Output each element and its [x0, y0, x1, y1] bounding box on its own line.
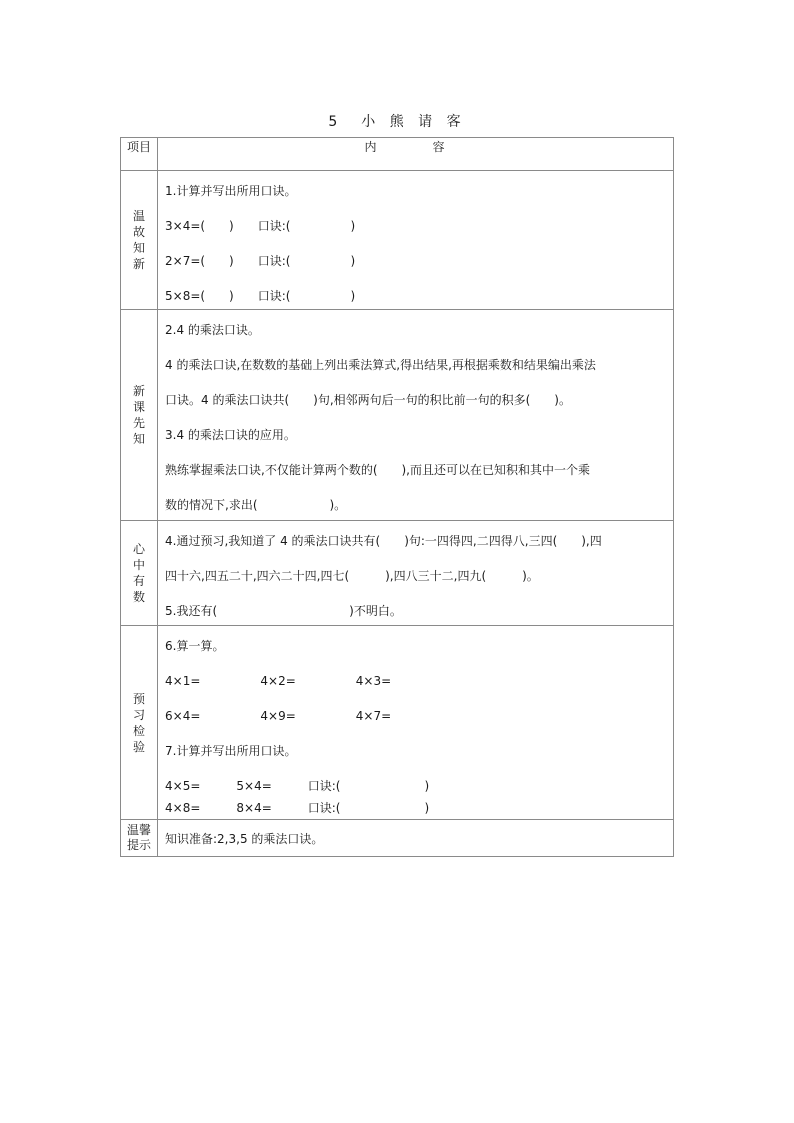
row-content: [158, 310, 674, 521]
text-line: 4×1= 4×2= 4×3=: [165, 674, 392, 688]
text-line: 4 的乘法口诀,在数数的基础上列出乘法算式,得出结果,再根据乘数和结果编出乘法: [165, 358, 596, 372]
text-line: 口诀。4 的乘法口诀共( )句,相邻两句后一句的积比前一句的积多( )。: [165, 393, 571, 407]
table-row: [121, 171, 674, 310]
text-line: 3×4=( ) 口诀:( ): [165, 219, 356, 233]
table-row: [121, 521, 674, 626]
row-content: [158, 820, 674, 857]
table-header-row: [121, 138, 674, 171]
text-line: 6×4= 4×9= 4×7=: [165, 709, 392, 723]
text-line: 2×7=( ) 口诀:( ): [165, 254, 356, 268]
row-content: [158, 521, 674, 626]
text-line: 4×5= 5×4= 口诀:( ): [165, 779, 430, 793]
table-row: [121, 310, 674, 521]
text-line: 4×8= 8×4= 口诀:( ): [165, 801, 430, 815]
text-line: 6.算一算。: [165, 639, 225, 653]
row-label: 温馨 提示: [126, 823, 151, 852]
table-row: [121, 820, 674, 857]
text-line: 熟练掌握乘法口诀,不仅能计算两个数的( ),而且还可以在已知积和其中一个乘: [165, 463, 590, 477]
text-line: 2.4 的乘法口诀。: [165, 323, 260, 337]
text-line: 7.计算并写出所用口诀。: [165, 744, 297, 758]
header-content: 内 容: [158, 138, 674, 171]
text-line: 数的情况下,求出( )。: [165, 498, 347, 512]
row-content: [158, 171, 674, 310]
page-title: 5 小 熊 请 客: [328, 114, 466, 130]
text-line: 5×8=( ) 口诀:( ): [165, 289, 356, 303]
table-row: [121, 626, 674, 820]
text-line: 3.4 的乘法口诀的应用。: [165, 428, 296, 442]
text-line: 5.我还有( )不明白。: [165, 604, 402, 618]
text-line: 4.通过预习,我知道了 4 的乘法口诀共有( )句:一四得四,二四得八,三四( ),四: [165, 534, 602, 548]
row-label: 新 课 先 知: [132, 384, 145, 446]
row-label: 心 中 有 数: [132, 542, 145, 604]
header-item: 项目: [121, 138, 158, 171]
row-label: 温 故 知 新: [132, 209, 145, 271]
row-label: 预 习 检 验: [132, 691, 145, 754]
preview-worksheet-table: [120, 137, 674, 857]
text-line: 1.计算并写出所用口诀。: [165, 184, 297, 198]
text-line: 四十六,四五二十,四六二十四,四七( ),四八三十二,四九( )。: [165, 569, 539, 583]
text-line: 知识准备:2,3,5 的乘法口诀。: [165, 832, 324, 846]
row-content: [158, 626, 674, 820]
